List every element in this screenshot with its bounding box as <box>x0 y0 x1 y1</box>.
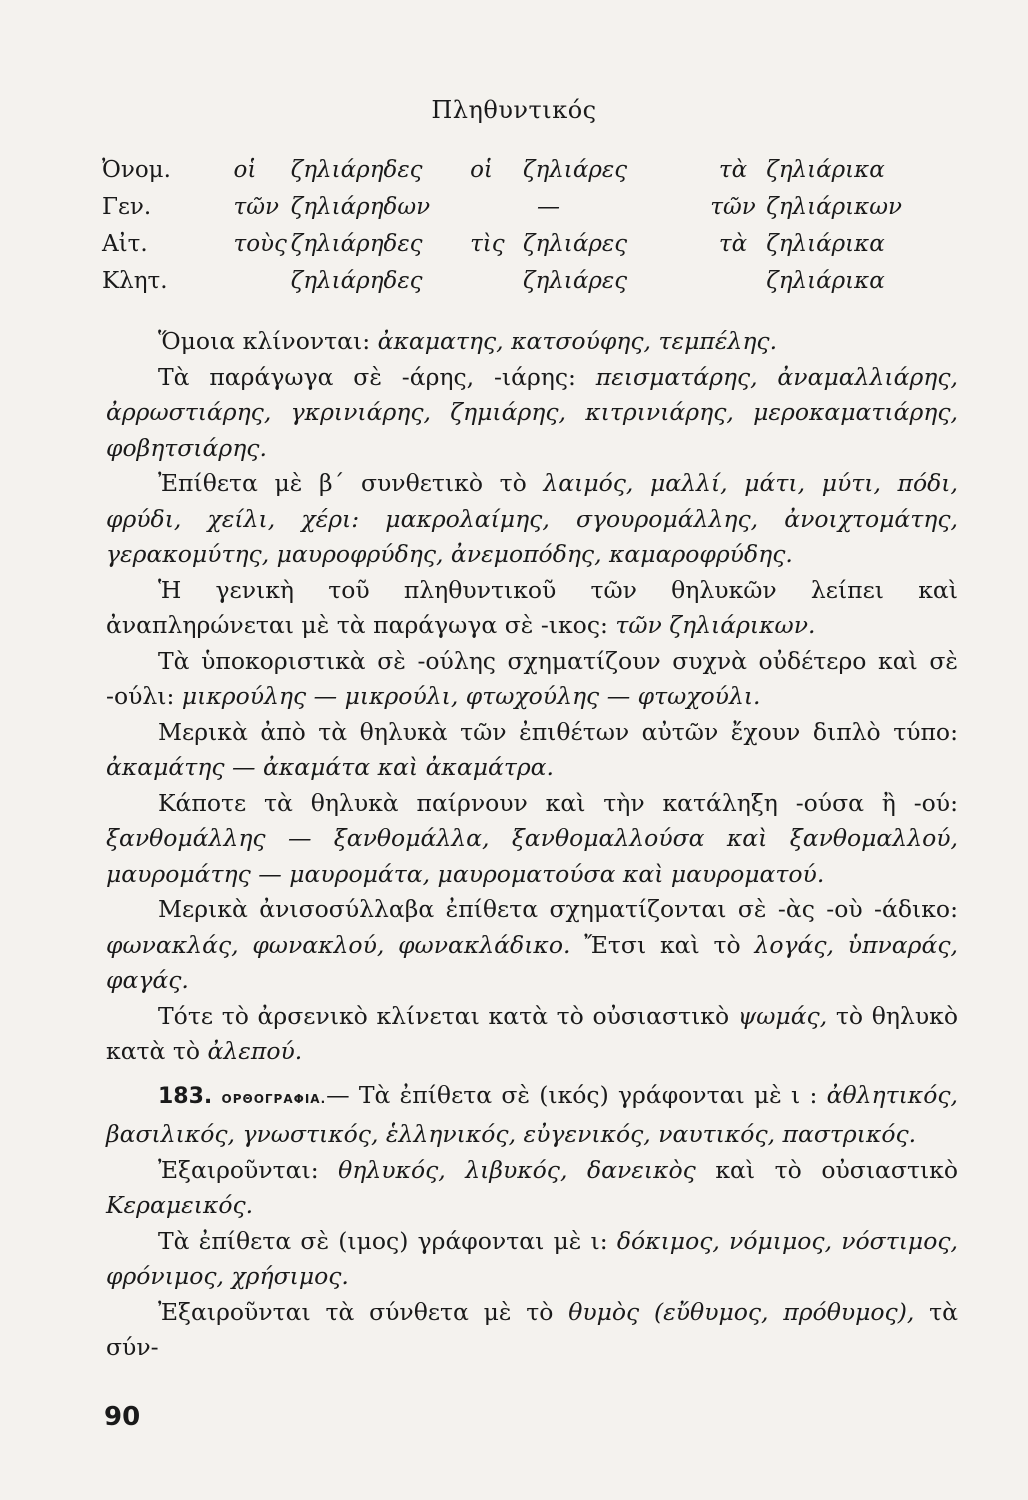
page-number: 90 <box>104 1402 141 1432</box>
text-span: Τὰ ὑποκοριστικὰ σὲ -ούλης σχηματίζουν συχνὰ οὐδέτερο καὶ σὲ -ούλι: <box>106 646 958 710</box>
case-name: Γεν. <box>102 194 152 220</box>
case-name: Ὀνομ. <box>102 157 171 183</box>
form-feminine: ζηλιάρες <box>522 157 628 183</box>
article <box>470 189 523 226</box>
paragraph <box>106 1224 958 1295</box>
declension-row <box>102 152 902 189</box>
text-span: Τὰ ἐπίθετα σὲ (ιμος) γράφονται μὲ ι: <box>158 1226 617 1255</box>
paragraph <box>106 715 958 786</box>
example-words: φωνακλάς, φωνακλού, φωνακλάδικο. <box>106 930 571 959</box>
text-span: — Τὰ ἐπίθετα σὲ (ικός) γράφονται μὲ ι : <box>326 1080 827 1109</box>
declension-table <box>102 152 902 300</box>
article: τοὺς <box>233 231 287 257</box>
example-words: λογάς, ὑπναράς, φαγάς. <box>106 930 958 994</box>
example-words: ἀθλητικός, βασιλικός, γνωστικός, ἑλληνικός, εὐγενικός, ναυτικός, παστρικός. <box>106 1080 958 1148</box>
text-span: καὶ τὸ οὐσιαστικὸ <box>695 1155 958 1184</box>
text-span: Ἐξαιροῦνται τὰ σύνθετα μὲ τὸ <box>158 1297 569 1326</box>
form-masculine: ζηλιάρηδες <box>290 157 423 183</box>
text-span: Ἔτσι καὶ τὸ <box>570 930 755 959</box>
section-number: 183. <box>158 1083 213 1109</box>
declension-row <box>102 189 902 226</box>
article <box>233 263 290 300</box>
example-words: μικρούλης — μικρούλι, φτωχούλης — φτωχούλι. <box>181 682 761 710</box>
text-span: Τότε τὸ ἀρσενικὸ κλίνεται κατὰ τὸ οὐσιαστικὸ <box>158 1001 738 1030</box>
paragraph <box>106 324 958 360</box>
example-words: Κεραμεικός. <box>106 1191 254 1219</box>
paragraph <box>106 360 958 467</box>
article: οἱ <box>470 157 493 183</box>
text-span: Μερικὰ ἀπὸ τὰ θηλυκὰ τῶν ἐπιθέτων αὐτῶν ἔχουν διπλὸ τύπο: <box>158 717 958 746</box>
example-words: λαιμός, μαλλί, μάτι, μύτι, πόδι, φρύδι, χείλι, χέρι: μακρολαίμης, σγουρομάλλης, ἀνοιχτομάτης, γερακομύτης, μαυροφρύδης, ἀνεμοπόδης, καμαροφρύδης. <box>106 469 958 568</box>
article <box>470 263 523 300</box>
example-words: δόκιμος, νόμιμος, νόστιμος, φρόνιμος, χρήσιμος. <box>106 1226 958 1290</box>
paragraph <box>106 999 958 1070</box>
form-neuter: ζηλιάρικα <box>766 231 885 257</box>
article <box>700 263 767 300</box>
form-neuter: ζηλιάρικα <box>766 268 885 294</box>
paragraph <box>106 786 958 893</box>
example-words: ἀκαμάτης — ἀκαμάτα καὶ ἀκαμάτρα. <box>106 753 555 781</box>
body-text <box>106 324 958 1366</box>
text-span: Μερικὰ ἀνισοσύλλαβα ἐπίθετα σχηματίζονται σὲ -ὰς -οὺ -άδικο: <box>158 895 958 923</box>
article: οἱ <box>233 157 257 183</box>
paragraph <box>106 573 958 644</box>
text-span: Τὰ παράγωγα σὲ -άρης, -ιάρης: <box>158 362 596 391</box>
paragraph <box>106 892 958 999</box>
example-words: ξανθομάλλης — ξανθομάλλα, ξανθομαλλούσα καὶ ξανθομαλλού, μαυρομάτης — μαυρομάτα, μαυροματούσα καὶ μαυροματού. <box>106 824 958 888</box>
example-words: θηλυκός, λιβυκός, δανεικὸς <box>338 1155 696 1184</box>
section-label: ΟΡΘΟΓΡΑΦΙΑ. <box>221 1091 327 1106</box>
form-masculine: ζηλιάρηδων <box>290 194 431 220</box>
text-span: Ὅμοια κλίνονται: <box>158 327 378 355</box>
article: τῶν <box>710 194 756 220</box>
form-masculine: ζηλιάρηδες <box>290 231 423 257</box>
paragraph <box>106 1295 958 1366</box>
example-words: ἀκαματης, κατσούφης, τεμπέλης. <box>377 327 778 355</box>
text-span: Ἐπίθετα μὲ β΄ συνθετικὸ τὸ <box>158 469 544 497</box>
example-words: ἀλεπού. <box>207 1037 303 1065</box>
article: τὶς <box>470 231 505 257</box>
text-span: Κάποτε τὰ θηλυκὰ παίρνουν καὶ τὴν κατάληξη -ούσα ἢ -ού: <box>158 788 958 817</box>
case-name: Αἰτ. <box>102 231 148 257</box>
paragraph <box>106 644 958 715</box>
example-words: ψωμάς, <box>737 1001 828 1030</box>
declension-row <box>102 226 902 263</box>
text-span: τὰ σύν- <box>106 1297 958 1361</box>
form-feminine: ζηλιάρες <box>522 231 628 257</box>
article: τὰ <box>718 157 748 183</box>
section-heading: Πληθυντικός <box>431 96 597 124</box>
form-feminine: — <box>536 194 560 220</box>
declension-row <box>102 263 902 300</box>
case-name: Κλητ. <box>102 268 168 294</box>
example-words: θυμὸς (εὔθυμος, πρόθυμος), <box>568 1297 915 1326</box>
paragraph-183 <box>106 1078 958 1153</box>
paragraph <box>106 1153 958 1224</box>
article: τὰ <box>718 231 748 257</box>
paragraph <box>106 466 958 573</box>
form-neuter: ζηλιάρικων <box>766 194 902 220</box>
form-masculine: ζηλιάρηδες <box>290 268 423 294</box>
form-feminine: ζηλιάρες <box>522 268 628 294</box>
example-words: τῶν ζηλιάρικων. <box>615 611 816 639</box>
text-span: Ἐξαιροῦνται: <box>158 1155 339 1184</box>
article: τῶν <box>233 194 279 220</box>
text-span: Ἡ γενικὴ τοῦ πληθυντικοῦ τῶν θηλυκῶν λείπει καὶ ἀναπληρώνεται μὲ τὰ παράγωγα σὲ -ικος: <box>106 575 958 639</box>
text-span: τὸ θηλυκὸ κατὰ τὸ <box>106 1001 958 1065</box>
example-words: πεισματάρης, ἀναμαλλιάρης, ἀρρωστιάρης, γκρινιάρης, ζημιάρης, κιτρινιάρης, μεροκαματιάρης, φοβητσιάρης. <box>106 362 959 462</box>
form-neuter: ζηλιάρικα <box>766 157 885 183</box>
